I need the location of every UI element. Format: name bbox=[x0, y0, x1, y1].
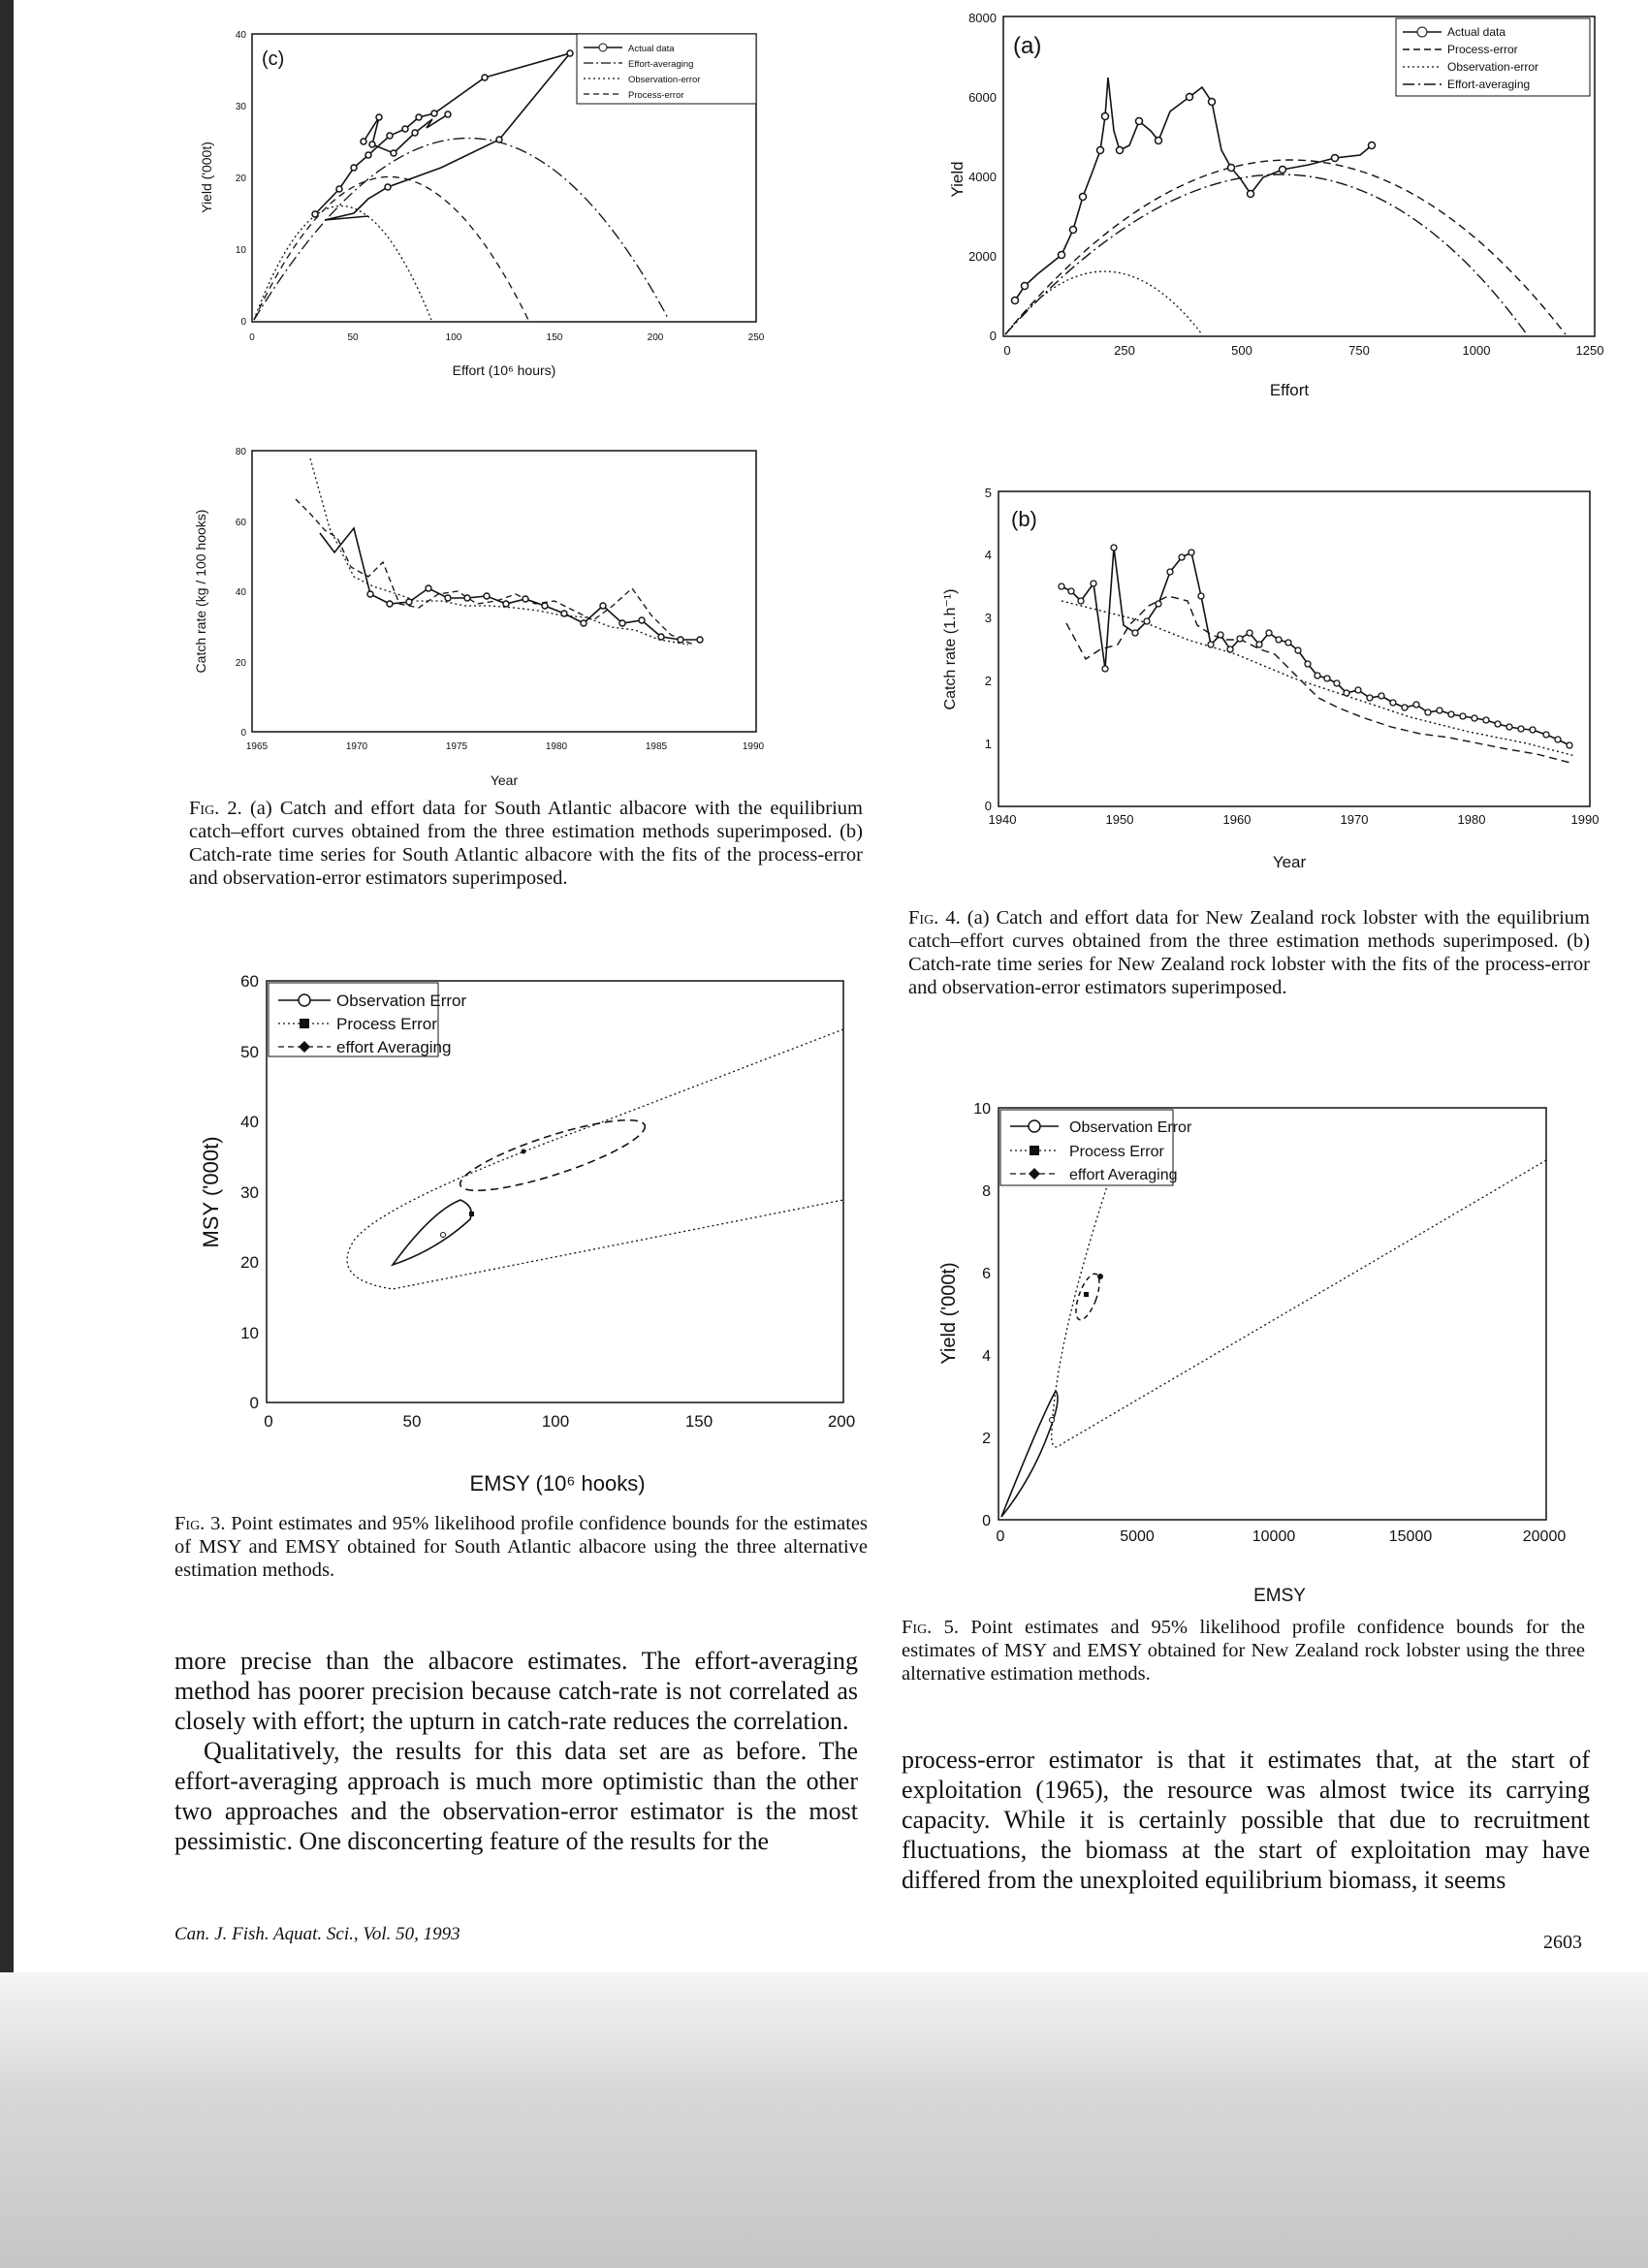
x-axis-label: Effort bbox=[1269, 381, 1310, 399]
catch-rate-points bbox=[1059, 545, 1572, 748]
x-tick: 0 bbox=[996, 1528, 1005, 1545]
y-tick: 10 bbox=[235, 245, 246, 256]
x-tick: 1250 bbox=[1575, 343, 1604, 358]
observation-error-fit bbox=[310, 458, 688, 645]
y-tick: 4 bbox=[982, 1348, 991, 1365]
caption-text: (a) Catch and effort data for New Zealand rock lobster with the equilibrium catch–effort curves obtained from the three estimation methods superimposed. (b) Catch-rate time series for New Zealand rock lobster with the fits of the process-error and observation-error estimators superimposed. bbox=[908, 907, 1590, 998]
legend-label: Observation-error bbox=[1447, 60, 1539, 74]
figure-2b bbox=[165, 441, 776, 800]
y-tick: 6000 bbox=[968, 90, 997, 105]
y-tick: 5 bbox=[984, 486, 992, 500]
y-tick: 30 bbox=[240, 1183, 259, 1202]
effort-averaging-point bbox=[522, 1150, 526, 1154]
caption-label: Fig. 5. bbox=[902, 1617, 960, 1638]
y-tick: 8 bbox=[982, 1183, 991, 1200]
y-tick: 60 bbox=[235, 518, 246, 528]
x-tick: 1990 bbox=[1570, 812, 1600, 827]
legend-label: Actual data bbox=[1447, 25, 1506, 39]
x-tick: 0 bbox=[264, 1412, 273, 1431]
y-tick: 0 bbox=[249, 1394, 259, 1412]
y-tick: 30 bbox=[235, 102, 246, 112]
observation-error-point bbox=[1050, 1418, 1055, 1423]
x-tick: 150 bbox=[684, 1412, 713, 1431]
y-tick: 20 bbox=[240, 1253, 259, 1272]
y-tick: 40 bbox=[235, 30, 246, 41]
caption-text: Point estimates and 95% likelihood profile confidence bounds for the estimates of MSY and EMSY obtained for New Zealand rock lobster using the three alternative estimation methods. bbox=[902, 1617, 1585, 1685]
panel-label: (b) bbox=[1011, 507, 1037, 531]
x-tick: 1950 bbox=[1105, 812, 1134, 827]
scan-bottom-shadow bbox=[0, 1972, 1648, 2268]
y-tick: 40 bbox=[235, 587, 246, 598]
figure-4a bbox=[906, 5, 1604, 412]
y-tick: 4000 bbox=[968, 170, 997, 184]
y-tick: 4 bbox=[984, 548, 992, 562]
process-error-bound bbox=[1052, 1149, 1546, 1447]
x-tick: 1965 bbox=[245, 741, 269, 752]
paragraph: more precise than the albacore estimates. The effort-averaging method has poorer precision because catch-rate is not correlated as closely with effort; the upturn in catch-rate reduces the correlation. bbox=[174, 1647, 858, 1735]
caption-text: Point estimates and 95% likelihood profile confidence bounds for the estimates of MSY and EMSY obtained for South Atlantic albacore using the three alternative estimation methods. bbox=[174, 1513, 869, 1581]
y-tick: 20 bbox=[235, 173, 246, 184]
y-tick: 60 bbox=[240, 972, 259, 991]
y-tick: 0 bbox=[984, 799, 992, 813]
x-tick: 1980 bbox=[1457, 812, 1486, 827]
x-tick: 150 bbox=[546, 332, 563, 343]
scan-edge-shadow bbox=[0, 0, 14, 2268]
caption-label: Fig. 4. bbox=[908, 907, 961, 929]
x-axis-label: Effort (10⁶ hours) bbox=[452, 362, 556, 378]
y-axis-label: Yield bbox=[948, 161, 967, 198]
observation-error-point bbox=[441, 1233, 446, 1238]
x-tick: 15000 bbox=[1388, 1528, 1433, 1545]
x-tick: 100 bbox=[445, 332, 462, 343]
x-tick: 50 bbox=[347, 332, 359, 343]
page-number: 2603 bbox=[1543, 1932, 1582, 1953]
y-tick: 2 bbox=[984, 674, 992, 688]
x-tick: 200 bbox=[647, 332, 664, 343]
actual-data-line bbox=[315, 53, 570, 220]
figure-5-caption bbox=[902, 1616, 1585, 1685]
x-axis-label: EMSY (10⁶ hooks) bbox=[469, 1471, 646, 1496]
caption-label: Fig. 2. bbox=[189, 798, 242, 819]
effort-averaging-bound bbox=[455, 1107, 651, 1204]
x-tick: 250 bbox=[1114, 343, 1135, 358]
figure-3 bbox=[189, 969, 868, 1512]
x-tick: 50 bbox=[402, 1412, 422, 1431]
y-axis-label: Yield ('000t) bbox=[199, 142, 214, 213]
x-axis-label: Year bbox=[1272, 853, 1307, 871]
y-tick: 10 bbox=[973, 1101, 991, 1118]
x-tick: 1970 bbox=[1340, 812, 1369, 827]
x-tick: 500 bbox=[1231, 343, 1252, 358]
legend-label: Observation Error bbox=[336, 992, 467, 1010]
y-tick: 8000 bbox=[968, 11, 997, 25]
y-tick: 50 bbox=[240, 1043, 259, 1061]
y-axis-label: Yield ('000t) bbox=[938, 1262, 960, 1365]
caption-text: (a) Catch and effort data for South Atlantic albacore with the equilibrium catch–effort curves obtained from the three estimation methods superimposed. (b) Catch-rate time series for South Atlantic albacore with the fits of the process-error and observation-error estimators superimposed. bbox=[189, 798, 863, 889]
figure-2a bbox=[165, 24, 776, 393]
x-tick: 0 bbox=[249, 332, 255, 343]
x-tick: 250 bbox=[747, 332, 765, 343]
observation-error-bound bbox=[393, 1200, 471, 1265]
process-error-point bbox=[1084, 1292, 1089, 1297]
x-tick: 10000 bbox=[1252, 1528, 1296, 1545]
effort-averaging-curve bbox=[254, 139, 669, 321]
y-axis-label: Catch rate (kg / 100 hooks) bbox=[193, 509, 208, 674]
actual-data-points bbox=[312, 50, 573, 217]
legend-label: effort Averaging bbox=[1069, 1167, 1178, 1183]
legend-label: effort Averaging bbox=[336, 1038, 452, 1056]
x-tick: 1940 bbox=[988, 812, 1017, 827]
y-tick: 2 bbox=[982, 1431, 991, 1447]
caption-label: Fig. 3. bbox=[174, 1513, 226, 1534]
paragraph: Qualitatively, the results for this data set are as before. The effort-averaging approach is much more optimistic than the other two approaches and the observation-error estimator is the most pessimistic. One disconcerting feature of the results for the bbox=[174, 1737, 858, 1855]
y-tick: 0 bbox=[989, 329, 997, 343]
x-tick: 1980 bbox=[545, 741, 568, 752]
x-tick: 1000 bbox=[1462, 343, 1491, 358]
legend-label: Observation Error bbox=[1069, 1119, 1192, 1136]
x-tick: 200 bbox=[827, 1412, 856, 1431]
y-axis-label: MSY ('000t) bbox=[199, 1136, 223, 1248]
x-tick: 750 bbox=[1348, 343, 1370, 358]
legend-label: Process-error bbox=[628, 90, 684, 101]
x-tick: 1970 bbox=[345, 741, 368, 752]
process-error-curve bbox=[1005, 160, 1566, 334]
legend-label: Actual data bbox=[628, 44, 675, 54]
figure-3-caption bbox=[174, 1512, 868, 1582]
catch-rate-line bbox=[1062, 548, 1569, 745]
y-tick: 0 bbox=[982, 1513, 991, 1529]
y-tick: 3 bbox=[984, 611, 992, 625]
legend-label: Effort-averaging bbox=[628, 59, 694, 70]
figure-2-caption bbox=[189, 797, 863, 890]
y-tick: 2000 bbox=[968, 249, 997, 264]
observation-error-curve bbox=[254, 206, 431, 321]
left-column-text bbox=[174, 1646, 858, 1856]
process-error-fit bbox=[296, 499, 693, 645]
x-tick: 100 bbox=[541, 1412, 570, 1431]
actual-data-points bbox=[1012, 94, 1376, 304]
panel-label: (a) bbox=[1013, 33, 1042, 59]
x-tick: 20000 bbox=[1522, 1528, 1567, 1545]
y-axis-label: Catch rate (1.h⁻¹) bbox=[942, 588, 959, 710]
x-tick: 1985 bbox=[645, 741, 668, 752]
x-axis-label: Year bbox=[490, 772, 519, 788]
x-tick: 1975 bbox=[445, 741, 468, 752]
figure-5 bbox=[897, 1090, 1604, 1614]
y-tick: 80 bbox=[235, 447, 246, 457]
x-tick: 1960 bbox=[1222, 812, 1252, 827]
right-column-text bbox=[902, 1745, 1590, 1895]
effort-averaging-point bbox=[1097, 1274, 1103, 1279]
y-tick: 0 bbox=[240, 317, 246, 328]
y-tick: 40 bbox=[240, 1113, 259, 1131]
observation-error-bound bbox=[1001, 1391, 1058, 1517]
y-tick: 6 bbox=[982, 1266, 991, 1282]
y-tick: 1 bbox=[984, 737, 992, 751]
legend-label: Process Error bbox=[1069, 1144, 1164, 1160]
x-tick: 1990 bbox=[742, 741, 765, 752]
legend-label: Process Error bbox=[336, 1015, 437, 1033]
y-tick: 20 bbox=[235, 658, 246, 669]
y-tick: 10 bbox=[240, 1324, 259, 1342]
process-error-bound bbox=[347, 1029, 843, 1289]
y-tick: 0 bbox=[240, 728, 246, 739]
legend-label: Effort-averaging bbox=[1447, 78, 1531, 91]
x-axis-label: EMSY bbox=[1253, 1586, 1306, 1606]
paragraph: process-error estimator is that it estimates that, at the start of exploitation (1965), the resource was almost twice its carrying capacity. While it is certainly possible that due to recruitment fluctuations, the biomass at the start of exploitation may have differed from the unexploited equilibrium biomass, it seems bbox=[902, 1746, 1590, 1894]
x-tick: 0 bbox=[1003, 343, 1011, 358]
catch-rate-points bbox=[367, 585, 703, 643]
process-error-curve bbox=[254, 177, 528, 321]
process-error-point bbox=[469, 1212, 474, 1216]
figure-4-caption bbox=[908, 906, 1590, 999]
figure-4b bbox=[906, 480, 1604, 887]
legend-label: Observation-error bbox=[628, 75, 701, 85]
legend-label: Process-error bbox=[1447, 43, 1518, 56]
journal-footer: Can. J. Fish. Aquat. Sci., Vol. 50, 1993 bbox=[174, 1924, 460, 1944]
panel-label: (c) bbox=[262, 48, 285, 70]
x-tick: 5000 bbox=[1120, 1528, 1155, 1545]
